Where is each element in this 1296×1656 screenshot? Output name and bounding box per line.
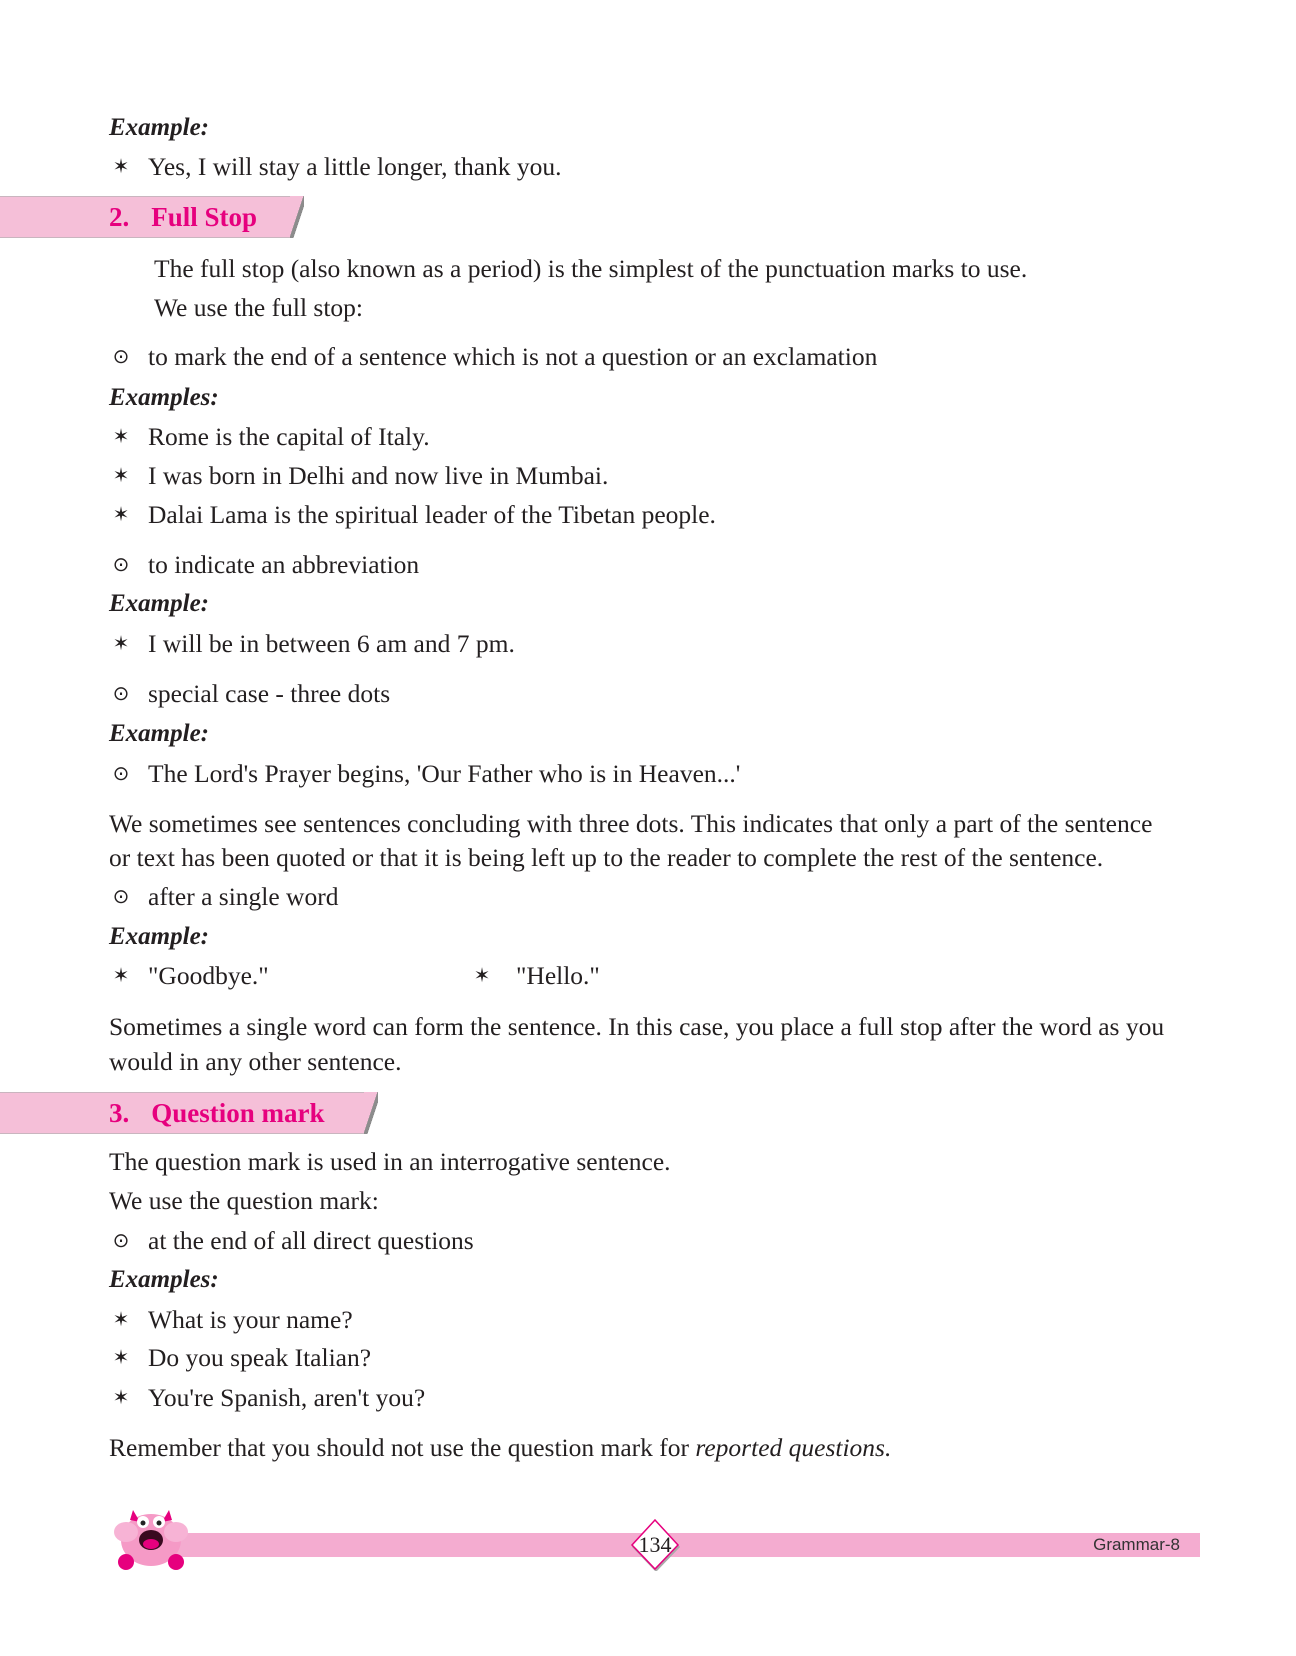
paragraph: We use the full stop:	[154, 293, 363, 322]
example-label: Example:	[109, 114, 209, 141]
example-text: What is your name?	[148, 1305, 353, 1334]
usage-item: to indicate an abbreviation	[148, 550, 420, 579]
paragraph: We sometimes see sentences concluding with three dots. This indicates that only a part of the sentence	[109, 809, 1153, 838]
star-icon: ✶	[112, 633, 130, 655]
section-heading-full-stop	[0, 196, 290, 238]
star-icon: ✶	[112, 965, 130, 987]
example-text: I was born in Delhi and now live in Mumbai.	[148, 461, 609, 490]
section-title: Full Stop	[151, 202, 258, 232]
star-icon: ✶	[112, 1387, 130, 1409]
usage-item: after a single word	[148, 882, 339, 911]
examples-label: Examples:	[109, 1266, 219, 1293]
mascot-monster-icon	[108, 1500, 194, 1572]
usage-item: special case - three dots	[148, 679, 391, 708]
paragraph: Sometimes a single word can form the sentence. In this case, you place a full stop after the word as you	[109, 1012, 1165, 1041]
star-icon: ✶	[473, 965, 491, 987]
paragraph: The question mark is used in an interrogative sentence.	[109, 1147, 671, 1176]
example-text: The Lord's Prayer begins, 'Our Father who is in Heaven...'	[148, 759, 741, 788]
example-text: "Goodbye."	[148, 961, 269, 990]
example-text: Do you speak Italian?	[148, 1343, 372, 1372]
example-text: You're Spanish, aren't you?	[148, 1383, 426, 1412]
star-icon: ✶	[112, 504, 130, 526]
section-title: Question mark	[151, 1098, 325, 1128]
page-number: 134	[638, 1532, 672, 1557]
usage-item: at the end of all direct questions	[148, 1226, 474, 1255]
circle-bullet-icon: ⊙	[112, 763, 130, 785]
remember-text: Remember that you should not use the question mark for	[109, 1433, 696, 1462]
example-text: "Hello."	[516, 961, 600, 990]
star-icon: ✶	[112, 465, 130, 487]
section-number: 2.	[109, 202, 130, 232]
example-label: Example:	[109, 590, 209, 617]
example-text: Rome is the capital of Italy.	[148, 422, 430, 451]
remember-italic: reported questions.	[695, 1433, 892, 1462]
star-icon: ✶	[112, 1309, 130, 1331]
section-heading-question-mark	[0, 1092, 364, 1134]
examples-label: Examples:	[109, 384, 219, 411]
paragraph: We use the question mark:	[109, 1186, 379, 1215]
paragraph: or text has been quoted or that it is being left up to the reader to complete the rest of the sentence.	[109, 843, 1104, 872]
circle-bullet-icon: ⊙	[112, 346, 130, 368]
star-icon: ✶	[112, 1347, 130, 1369]
star-icon: ✶	[112, 156, 130, 178]
circle-bullet-icon: ⊙	[112, 683, 130, 705]
example-label: Example:	[109, 720, 209, 747]
book-title: Grammar-8	[1093, 1535, 1180, 1554]
section-number: 3.	[109, 1098, 130, 1128]
example-label: Example:	[109, 923, 209, 950]
usage-item: to mark the end of a sentence which is not a question or an exclamation	[148, 342, 878, 371]
remember-note	[109, 1433, 891, 1463]
paragraph: would in any other sentence.	[109, 1047, 402, 1076]
circle-bullet-icon: ⊙	[112, 1230, 130, 1252]
paragraph: The full stop (also known as a period) is the simplest of the punctuation marks to use.	[154, 254, 1028, 283]
example-text: Dalai Lama is the spiritual leader of the Tibetan people.	[148, 500, 716, 529]
example-text: I will be in between 6 am and 7 pm.	[148, 629, 515, 658]
star-icon: ✶	[112, 426, 130, 448]
circle-bullet-icon: ⊙	[112, 886, 130, 908]
example-text: Yes, I will stay a little longer, thank you.	[148, 152, 562, 181]
circle-bullet-icon: ⊙	[112, 554, 130, 576]
